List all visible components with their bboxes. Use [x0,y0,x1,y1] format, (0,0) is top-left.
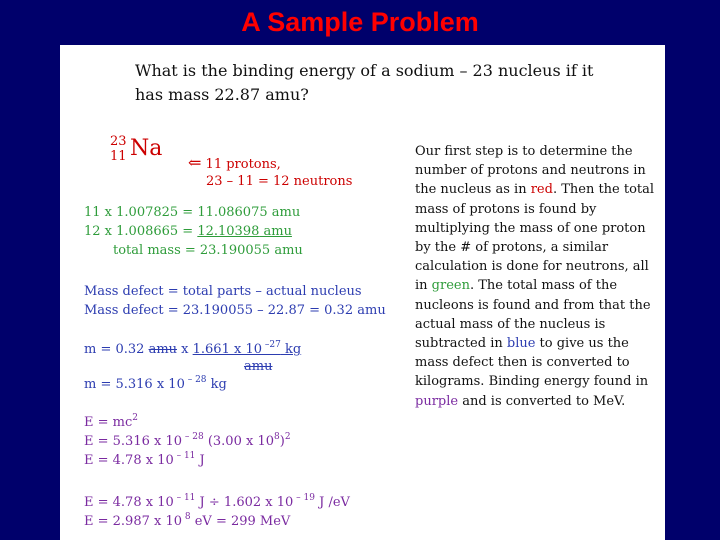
arrow-note [188,153,281,174]
energy-joules-exponent: – 11 [173,451,196,461]
final-energy-value: E = 2.987 x 10 [84,514,183,529]
conversion-factor [193,342,302,357]
energy-formula-line [84,413,138,432]
mass-result-unit: kg [206,377,227,392]
energy-substitution-mass-exponent: – 28 [182,432,204,442]
cancelled-amu: amu [148,342,178,357]
energy-joules-unit: J [195,453,205,468]
energy-substitution-speed: (3.00 x 10 [203,434,274,449]
explanation-part-5: and is converted to MeV. [458,393,626,409]
energy-substitution-line [84,432,291,451]
neutron-mass-unit: amu [259,224,292,239]
energy-formula: E = mc [84,415,133,430]
explanation-blue-word: blue [506,336,536,352]
final-energy-line [84,512,290,531]
ev-conversion-divisor: J ÷ 1.602 x 10 [195,495,294,510]
question-text [135,59,593,107]
explanation-red-word: red [530,182,553,198]
proton-mass-line: 11 x 1.007825 = 11.086075 amu [84,205,301,220]
energy-substitution-square: 2 [284,432,291,442]
energy-ev-conversion-line [84,493,350,512]
energy-substitution-close: ) [279,434,285,449]
energy-joules-value: E = 4.78 x 10 [84,453,174,468]
question-line-2: has mass 22.87 amu? [135,85,309,104]
neutron-mass-value: 12.10398 [197,224,260,239]
problem-panel [60,45,665,540]
conversion-factor-unit: kg [280,342,302,357]
explanation-purple-word: purple [415,393,459,409]
explanation-part-1: Our first step is to determine the number of protons and neutrons in the nucleus as in [415,144,646,198]
mass-result-value: m = 5.316 x 10 [84,377,185,392]
explanation-green-word: green [431,278,470,294]
energy-substitution-mass: E = 5.316 x 10 [84,434,183,449]
energy-formula-exponent: 2 [132,413,138,423]
explanation-text [415,142,663,411]
explanation-part-2: . Then the total mass of protons is found by multiplying the mass of one proton by the # of protons, a similar calculation is done for neutrons, all in [415,182,655,294]
total-mass-line: total mass = 23.190055 amu [113,243,303,258]
mass-defect-line-2: Mass defect = 23.190055 – 22.87 = 0.32 amu [84,303,386,318]
mass-number: 23 [110,134,127,149]
protons-text: 11 protons, [205,157,281,172]
conversion-prefix: m = 0.32 [84,342,149,357]
conversion-times: x [177,342,193,357]
question-line-1: What is the binding energy of a sodium – 23 nucleus if it [135,61,594,80]
conversion-factor-exponent: –27 [261,340,281,350]
left-arrow-icon: ⇐ [188,153,202,172]
explanation-part-4: to give us the mass defect then is converted to kilograms. Binding energy found in [415,336,649,390]
element-symbol: Na [130,136,163,161]
final-energy-exponent: 8 [182,512,191,522]
neutrons-text: 23 – 11 = 12 neutrons [206,174,353,189]
energy-substitution-speed-exponent: 8 [274,432,280,442]
neutron-mass-prefix: 12 x 1.008665 = [84,224,198,239]
conversion-factor-value: 1.661 x 10 [192,342,262,357]
final-energy-result: eV = 299 MeV [190,514,291,529]
slide-title: A Sample Problem [241,7,479,37]
neutron-mass-line [84,222,292,241]
conversion-denominator: amu [244,359,273,374]
atomic-number: 11 [110,149,127,164]
ev-conversion-exponent: – 11 [173,493,196,503]
energy-joules-line [84,451,205,470]
ev-conversion-unit: J /eV [314,495,350,510]
mass-defect-line-1: Mass defect = total parts – actual nucleus [84,284,362,299]
mass-result-line [84,375,227,394]
explanation-part-3: . The total mass of the nucleons is found and from that the actual mass of the nucleus is subtracted in [415,278,651,352]
ev-conversion-divisor-exponent: – 19 [293,493,315,503]
ev-conversion-value: E = 4.78 x 10 [84,495,174,510]
mass-result-exponent: – 28 [184,375,207,385]
